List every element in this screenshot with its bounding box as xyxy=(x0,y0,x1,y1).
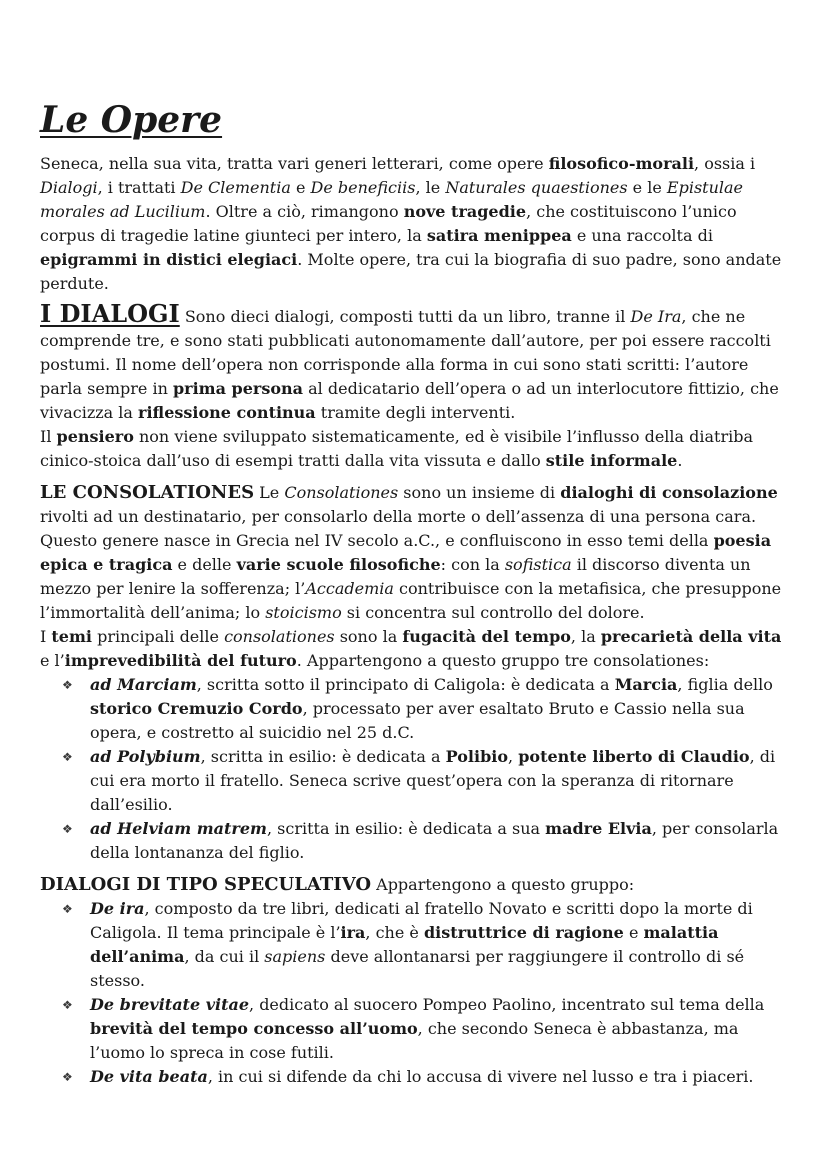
section-heading-dialogi: I DIALOGI xyxy=(40,299,180,328)
emphasis-text: prima persona xyxy=(172,379,304,398)
emphasis-text: temi xyxy=(51,627,92,646)
emphasis-text: fugacità del tempo xyxy=(402,627,571,646)
diamond-bullet-icon: ❖ xyxy=(62,678,73,692)
emphasis-text: De beneficiis xyxy=(310,178,416,197)
text-run: , per consolarla della lontananza del figlio. xyxy=(90,819,779,862)
emphasis-text: consolationes xyxy=(224,627,335,646)
dialogi-paragraph-2 xyxy=(40,425,792,473)
text-run: Sono dieci dialogi, composti tutti da un libro, tranne il xyxy=(179,307,631,326)
text-run: . Oltre a ciò, rimangono xyxy=(205,202,404,221)
text-run: sono un insieme di xyxy=(398,483,561,502)
text-run: , che costituiscono l’unico corpus di tragedie latine giunteci per intero, la xyxy=(40,202,737,245)
list-item xyxy=(62,673,792,745)
text-run: , da cui il xyxy=(184,947,265,966)
text-run: . xyxy=(677,451,683,470)
emphasis-text: ad Polybium xyxy=(90,747,201,766)
text-run: e l’ xyxy=(40,651,65,670)
text-run: rivolti ad un destinatario, per consolarlo della morte o dell’assenza di una persona cara. Questo genere nasce in Grecia nel IV secolo a.C., e confluiscono in esso temi della xyxy=(40,507,757,550)
consolationes-text-1 xyxy=(40,483,781,622)
text-run: , processato per aver esaltato Bruto e Cassio nella sua opera, e costretto al suicidio nel 25 d.C. xyxy=(90,699,745,742)
emphasis-text: Naturales quaestiones xyxy=(445,178,628,197)
emphasis-text: pensiero xyxy=(56,427,134,446)
text-run: e una raccolta di xyxy=(571,226,713,245)
emphasis-text: De Ira xyxy=(630,307,682,326)
emphasis-text: De vita beata xyxy=(90,1067,208,1086)
emphasis-text: potente liberto di Claudio xyxy=(518,747,750,766)
text-run: , in cui si difende da chi lo accusa di vivere nel lusso e tra i piaceri. xyxy=(207,1067,754,1086)
emphasis-text: De brevitate vitae xyxy=(90,995,250,1014)
text-run: tramite degli interventi. xyxy=(315,403,516,422)
text-run: , dedicato al suocero Pompeo Paolino, incentrato sul tema della xyxy=(249,995,765,1014)
text-run: non viene sviluppato sistematicamente, ed è visibile l’influsso della diatriba cinico-stoica dall’uso di esempi tratti dalla vita vissuta e dallo xyxy=(40,427,754,470)
text-run: , composto da tre libri, dedicati al fratello Novato e scritti dopo la morte di Caligola. Il tema principale è l’ xyxy=(90,899,753,942)
emphasis-text: epigrammi in distici elegiaci xyxy=(40,250,298,269)
consolationes-list xyxy=(40,673,792,865)
diamond-bullet-icon: ❖ xyxy=(62,902,73,916)
emphasis-text: madre Elvia xyxy=(545,819,652,838)
emphasis-text: precarietà della vita xyxy=(600,627,782,646)
emphasis-text: varie scuole filosofiche xyxy=(236,555,441,574)
emphasis-text: imprevedibilità del futuro xyxy=(64,651,297,670)
text-run: si concentra sul controllo del dolore. xyxy=(341,603,645,622)
consolationes-paragraph-1 xyxy=(40,481,792,625)
emphasis-text: Consolationes xyxy=(284,483,399,502)
emphasis-text: Accademia xyxy=(305,579,394,598)
diamond-bullet-icon: ❖ xyxy=(62,998,73,1012)
text-run: , che secondo Seneca è abbastanza, ma l’uomo lo spreca in cose futili. xyxy=(90,1019,739,1062)
text-run: contribuisce con la metafisica, che presuppone l’immortalità dell’anima; lo xyxy=(40,579,782,622)
emphasis-text: ad Marciam xyxy=(90,675,197,694)
document-page xyxy=(40,98,792,1089)
diamond-bullet-icon: ❖ xyxy=(62,822,73,836)
emphasis-text: Epistulae morales ad Lucilium xyxy=(40,178,744,221)
text-run: e le xyxy=(627,178,667,197)
speculativo-list xyxy=(40,897,792,1089)
emphasis-text: Dialogi xyxy=(40,178,98,197)
speculativo-paragraph xyxy=(40,873,792,897)
emphasis-text: distruttrice di ragione xyxy=(423,923,624,942)
text-run: , i trattati xyxy=(97,178,181,197)
emphasis-text: filosofico-morali xyxy=(548,154,695,173)
text-run: , scritta in esilio: è dedicata a xyxy=(200,747,446,766)
text-run: sono la xyxy=(334,627,403,646)
text-run: principali delle xyxy=(91,627,225,646)
section-heading-speculativo: DIALOGI DI TIPO SPECULATIVO xyxy=(40,874,372,895)
text-run: Il xyxy=(40,427,57,446)
text-run: deve allontanarsi per raggiungere il controllo di sé stesso. xyxy=(90,947,745,990)
text-run: , ossia i xyxy=(694,154,756,173)
list-item xyxy=(62,817,792,865)
list-item xyxy=(62,993,792,1065)
emphasis-text: stoicismo xyxy=(265,603,342,622)
speculativo-intro: Appartengono a questo gruppo: xyxy=(371,875,635,894)
dialogi-paragraph-1 xyxy=(40,299,792,425)
text-run: : con la xyxy=(440,555,505,574)
text-run: , che ne comprende tre, e sono stati pubblicati autonomamente dall’autore, per poi essere raccolti postumi. Il nome dell’opera non corrisponde alla forma in cui sono stati scritti: l’autore parla sempre in xyxy=(40,307,771,398)
text-run: , xyxy=(508,747,519,766)
emphasis-text: De ira xyxy=(90,899,145,918)
emphasis-text: stile informale xyxy=(545,451,678,470)
emphasis-text: nove tragedie xyxy=(403,202,527,221)
text-run: , scritta in esilio: è dedicata a sua xyxy=(266,819,546,838)
section-dialogi xyxy=(40,299,792,473)
text-run: il discorso diventa un mezzo per lenire la sofferenza; l’ xyxy=(40,555,751,598)
list-item xyxy=(62,1065,792,1089)
emphasis-text: riflessione continua xyxy=(138,403,316,422)
emphasis-text: dialoghi di consolazione xyxy=(560,483,778,502)
emphasis-text: sofistica xyxy=(504,555,572,574)
emphasis-text: De Clementia xyxy=(180,178,291,197)
text-run: e xyxy=(623,923,644,942)
text-run: Seneca, nella sua vita, tratta vari generi letterari, come opere xyxy=(40,154,549,173)
text-run: , scritta sotto il principato di Caligola: è dedicata a xyxy=(196,675,615,694)
emphasis-text: storico Cremuzio Cordo xyxy=(90,699,303,718)
emphasis-text: ira xyxy=(340,923,366,942)
emphasis-text: sapiens xyxy=(264,947,326,966)
text-run: Le xyxy=(254,483,285,502)
emphasis-text: Polibio xyxy=(445,747,509,766)
section-speculativo xyxy=(40,873,792,1089)
emphasis-text: Marcia xyxy=(614,675,678,694)
text-run: , figlia dello xyxy=(677,675,773,694)
intro-paragraph xyxy=(40,152,792,296)
text-run: al dedicatario dell’opera o ad un interlocutore fittizio, che vivacizza la xyxy=(40,379,779,422)
list-item xyxy=(62,745,792,817)
page-title: Le Opere xyxy=(40,99,223,141)
section-consolationes xyxy=(40,481,792,865)
diamond-bullet-icon: ❖ xyxy=(62,1070,73,1084)
text-run: . Molte opere, tra cui la biografia di suo padre, sono andate perdute. xyxy=(40,250,782,293)
list-item xyxy=(62,897,792,993)
text-run: , la xyxy=(570,627,601,646)
emphasis-text: ad Helviam matrem xyxy=(90,819,267,838)
emphasis-text: malattia dell’anima xyxy=(90,923,719,966)
text-run: e delle xyxy=(172,555,237,574)
text-run: I xyxy=(40,627,52,646)
emphasis-text: poesia epica e tragica xyxy=(40,531,772,574)
text-run: e xyxy=(290,178,311,197)
emphasis-text: satira menippea xyxy=(426,226,572,245)
emphasis-text: brevità del tempo concesso all’uomo xyxy=(90,1019,418,1038)
text-run: , di cui era morto il fratello. Seneca scrive quest’opera con la speranza di ritornare dall’esilio. xyxy=(90,747,776,814)
section-heading-consolationes: LE CONSOLATIONES xyxy=(40,482,255,503)
text-run: . Appartengono a questo gruppo tre consolationes: xyxy=(296,651,710,670)
diamond-bullet-icon: ❖ xyxy=(62,750,73,764)
text-run: , le xyxy=(415,178,446,197)
text-run: , che è xyxy=(365,923,424,942)
consolationes-paragraph-2 xyxy=(40,625,792,673)
